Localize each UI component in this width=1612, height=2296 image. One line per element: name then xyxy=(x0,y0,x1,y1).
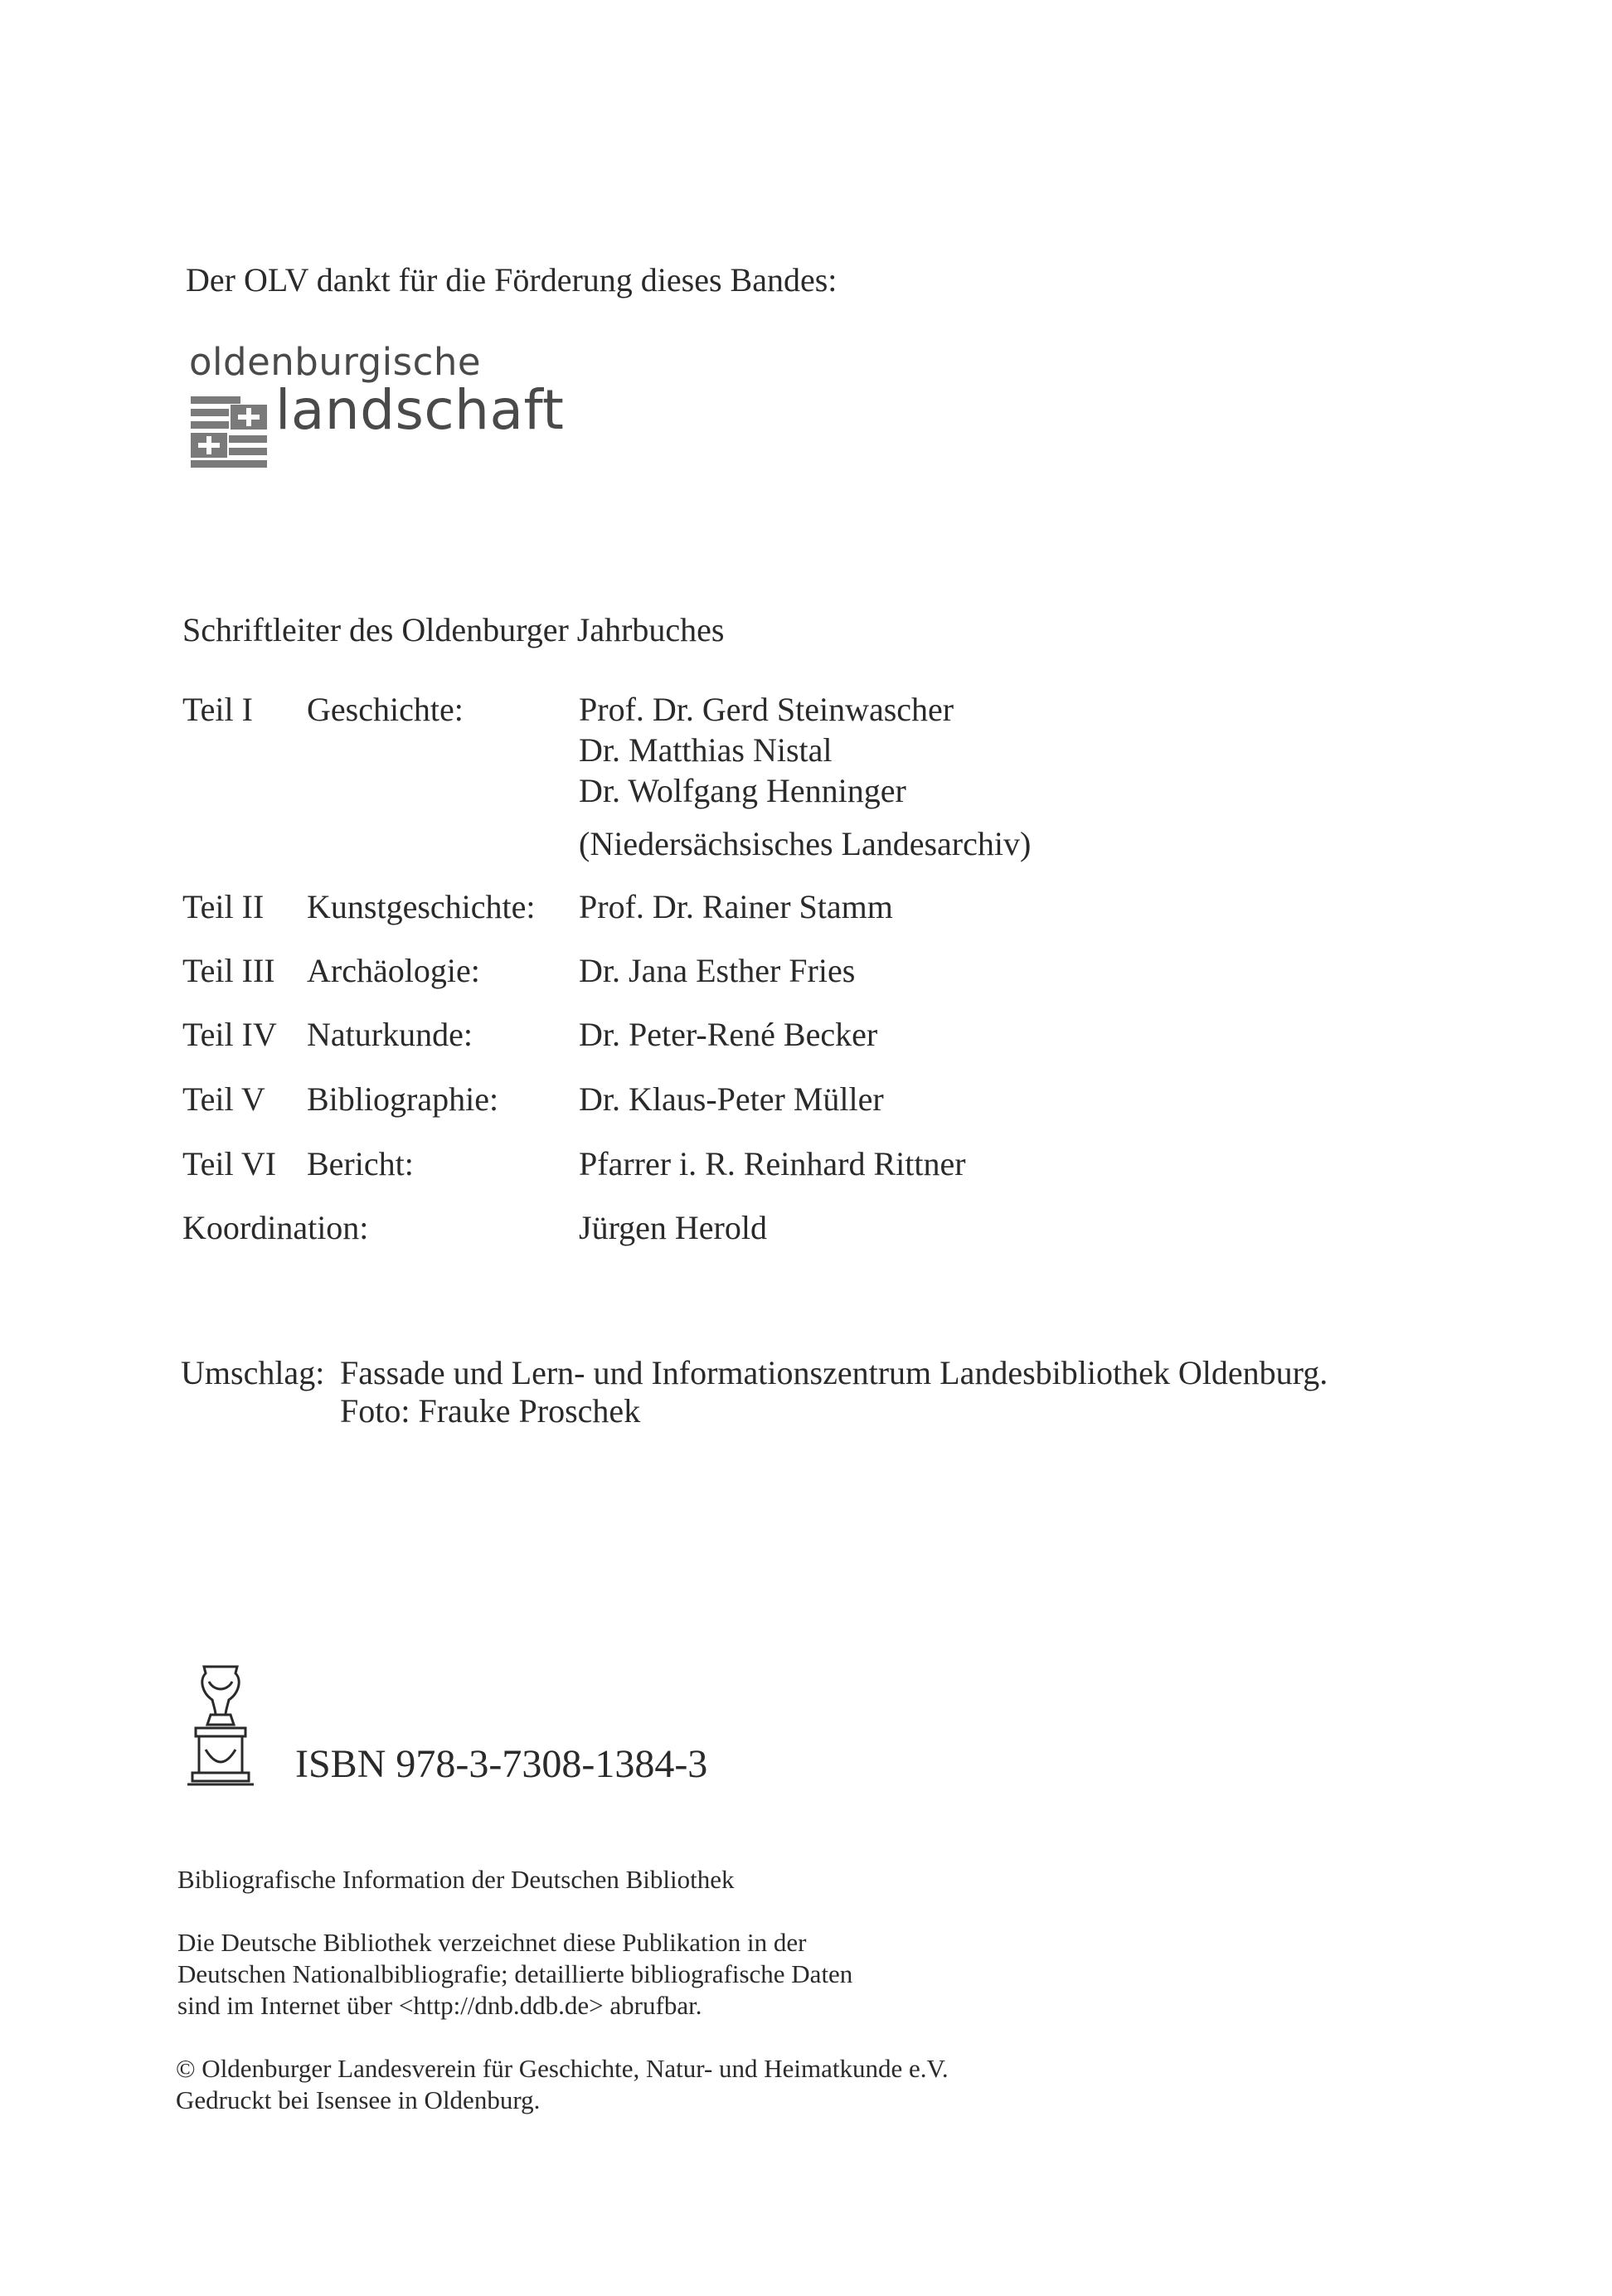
area-label: Kunstgeschichte: xyxy=(307,888,536,925)
part-label: Teil V xyxy=(182,1080,265,1118)
publisher-vase-icon xyxy=(181,1663,260,1788)
coordination-label: Koordination: xyxy=(182,1209,369,1246)
editor-row-teil-4 xyxy=(182,1015,1426,1055)
editors-heading: Schriftleiter des Oldenburger Jahrbuches xyxy=(182,611,725,648)
coordinator-name: Jürgen Herold xyxy=(579,1209,767,1246)
editor-name: Prof. Dr. Rainer Stamm xyxy=(579,888,893,925)
bib-line: Die Deutsche Bibliothek verzeichnet diese Publikation in der xyxy=(177,1928,807,1957)
editor-affiliation: (Niedersächsisches Landesarchiv) xyxy=(579,825,1032,862)
editor-row-teil-1-cont xyxy=(182,824,1426,864)
editor-row-teil-3 xyxy=(182,951,1426,991)
editor-row-teil-5 xyxy=(182,1080,1426,1119)
copyright-line: © Oldenburger Landesverein für Geschichte, Natur- und Heimatkunde e.V. xyxy=(176,2054,949,2083)
logo-text-line2: landschaft xyxy=(275,378,565,442)
editor-row-teil-6 xyxy=(182,1144,1426,1184)
editor-row-teil-2 xyxy=(182,887,1426,927)
coordination-row xyxy=(182,1208,1426,1248)
cover-photo-credit: Foto: Frauke Proschek xyxy=(340,1392,641,1430)
editor-row-teil-1-cont xyxy=(182,771,1426,811)
sponsor-thanks: Der OLV dankt für die Förderung dieses Bandes: xyxy=(186,261,838,299)
area-label: Bibliographie: xyxy=(307,1080,499,1118)
editor-name: Dr. Wolfgang Henninger xyxy=(579,772,906,809)
landschaft-emblem-icon xyxy=(191,396,267,468)
part-label: Teil I xyxy=(182,691,253,728)
printer-line: Gedruckt bei Isensee in Oldenburg. xyxy=(176,2085,541,2114)
part-label: Teil II xyxy=(182,888,265,925)
editor-name: Prof. Dr. Gerd Steinwascher xyxy=(579,691,954,728)
bib-line: Deutschen Nationalbibliografie; detaillierte bibliografische Daten xyxy=(177,1959,853,1988)
editor-row-teil-1 xyxy=(182,690,1426,730)
editor-name: Dr. Klaus-Peter Müller xyxy=(579,1080,884,1118)
bib-line: sind im Internet über <http://dnb.ddb.de> abrufbar. xyxy=(177,1991,702,2020)
area-label: Naturkunde: xyxy=(307,1016,473,1053)
cover-label: Umschlag: xyxy=(181,1354,325,1391)
editor-name: Dr. Peter-René Becker xyxy=(579,1016,878,1053)
cover-description: Fassade und Lern- und Informationszentrum Landesbibliothek Oldenburg. xyxy=(340,1354,1328,1391)
area-label: Bericht: xyxy=(307,1145,414,1182)
area-label: Geschichte: xyxy=(307,691,464,728)
bib-heading: Bibliografische Information der Deutschen Bibliothek xyxy=(177,1865,735,1894)
part-label: Teil IV xyxy=(182,1016,277,1053)
logo-text-line1: oldenburgische xyxy=(189,340,482,384)
area-label: Archäologie: xyxy=(307,952,480,989)
part-label: Teil III xyxy=(182,952,275,989)
isbn: ISBN 978-3-7308-1384-3 xyxy=(295,1742,708,1786)
part-label: Teil VI xyxy=(182,1145,277,1182)
editor-name: Pfarrer i. R. Reinhard Rittner xyxy=(579,1145,966,1182)
editor-row-teil-1-cont xyxy=(182,731,1426,770)
editor-name: Dr. Matthias Nistal xyxy=(579,731,833,769)
editor-name: Dr. Jana Esther Fries xyxy=(579,952,856,989)
